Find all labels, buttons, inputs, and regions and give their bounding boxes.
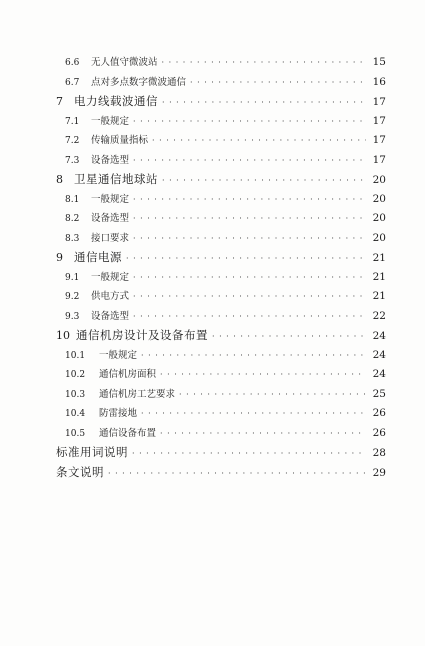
toc-chapter-9[interactable] — [56, 249, 386, 269]
dot-leader — [179, 390, 366, 399]
toc-title: 供电方式 — [91, 291, 130, 302]
dot-leader — [133, 156, 366, 165]
toc-number: 9 — [56, 251, 63, 264]
toc-title: 设备选型 — [91, 213, 130, 224]
toc-number: 10.5 — [65, 428, 86, 439]
toc-entry-standard-terms[interactable] — [56, 444, 386, 464]
toc-title: 通信机房工艺要求 — [99, 388, 176, 400]
toc-entry-6-7[interactable] — [56, 74, 386, 94]
toc-page-number: 17 — [372, 96, 386, 108]
dot-leader — [141, 409, 366, 418]
toc-entry-10-2[interactable] — [56, 366, 386, 386]
toc-page-number: 17 — [372, 134, 386, 146]
toc-page-number: 24 — [372, 368, 386, 380]
toc-page-number: 24 — [372, 330, 386, 342]
dot-leader — [126, 254, 366, 263]
toc-number: 7.1 — [65, 116, 80, 127]
toc-page-number: 16 — [372, 75, 386, 88]
dot-leader — [133, 312, 366, 321]
toc-number: 10.1 — [65, 350, 86, 361]
toc-entry-8-1[interactable] — [56, 191, 386, 211]
toc-number: 7.2 — [65, 136, 80, 146]
toc-chapter-10[interactable] — [56, 327, 386, 347]
toc-title: 电力线载波通信 — [74, 94, 158, 108]
toc-entry-9-2[interactable] — [56, 288, 386, 308]
dot-leader — [162, 58, 366, 67]
toc-number: 6.6 — [65, 58, 80, 68]
toc-entry-10-3[interactable] — [56, 386, 386, 406]
toc-title: 设备选型 — [91, 154, 130, 166]
toc-title: 通信设备布置 — [99, 427, 157, 439]
toc-number: 9.2 — [65, 292, 80, 302]
toc-title: 卫星通信地球站 — [74, 172, 158, 186]
toc-title: 点对多点数字微波通信 — [91, 76, 187, 88]
toc-entry-10-1[interactable] — [56, 347, 386, 367]
toc-page-number: 25 — [372, 387, 386, 400]
toc-number: 9.1 — [65, 272, 80, 283]
toc-title: 接口要求 — [91, 232, 130, 244]
dot-leader — [162, 176, 366, 185]
toc-title: 一般规定 — [91, 271, 130, 283]
toc-number: 7 — [56, 95, 63, 108]
toc-page-number: 21 — [372, 252, 386, 264]
toc-page-number: 20 — [372, 192, 386, 205]
toc-number: 7.3 — [65, 155, 80, 166]
dot-leader — [141, 351, 366, 360]
toc-entry-clause-explanation[interactable] — [56, 464, 386, 484]
toc-chapter-7[interactable] — [56, 93, 386, 113]
toc-title: 通信机房面积 — [99, 369, 157, 380]
toc-number: 6.7 — [65, 77, 80, 88]
dot-leader — [133, 273, 366, 282]
toc-title: 设备选型 — [91, 310, 130, 322]
dot-leader — [133, 214, 366, 223]
dot-leader — [162, 98, 366, 107]
toc-chapter-8[interactable] — [56, 171, 386, 191]
toc-title: 标准用词说明 — [56, 445, 128, 459]
toc-title: 通信机房设计及设备布置 — [76, 328, 208, 342]
toc-page-number: 20 — [372, 231, 386, 244]
toc-title: 一般规定 — [91, 193, 130, 205]
dot-leader — [133, 292, 366, 301]
toc-page-number: 26 — [372, 426, 386, 439]
toc-entry-8-3[interactable] — [56, 230, 386, 250]
toc-entry-9-3[interactable] — [56, 308, 386, 328]
toc-entry-8-2[interactable] — [56, 210, 386, 230]
toc-number: 8.1 — [65, 194, 80, 205]
toc-entry-10-5[interactable] — [56, 425, 386, 445]
dot-leader — [133, 195, 366, 204]
toc-number: 8.2 — [65, 214, 80, 224]
toc-number: 8.3 — [65, 233, 80, 244]
dot-leader — [133, 234, 366, 243]
toc-title: 通信电源 — [74, 250, 122, 264]
table-of-contents — [56, 54, 386, 483]
toc-page-number: 17 — [372, 153, 386, 166]
toc-title: 传输质量指标 — [91, 135, 149, 146]
toc-entry-10-4[interactable] — [56, 405, 386, 425]
toc-number: 10.3 — [65, 389, 86, 400]
toc-title: 防雷接地 — [99, 408, 138, 419]
toc-page-number: 28 — [372, 447, 386, 459]
dot-leader — [133, 117, 366, 126]
toc-title: 无人值守微波站 — [91, 57, 158, 68]
dot-leader — [190, 78, 366, 87]
toc-title: 条文说明 — [56, 464, 104, 479]
toc-entry-7-1[interactable] — [56, 113, 386, 133]
toc-number: 10.4 — [65, 409, 86, 419]
toc-page-number: 24 — [372, 348, 386, 361]
toc-page-number: 21 — [372, 290, 386, 302]
toc-entry-7-3[interactable] — [56, 152, 386, 172]
toc-page-number: 20 — [372, 212, 386, 224]
toc-page-number: 20 — [372, 174, 386, 186]
toc-title: 一般规定 — [99, 349, 138, 361]
toc-page-number: 21 — [372, 270, 386, 283]
dot-leader — [160, 429, 366, 438]
toc-page-number: 17 — [372, 114, 386, 127]
dot-leader — [212, 332, 366, 341]
toc-number: 10 — [56, 329, 70, 342]
toc-number: 9.3 — [65, 311, 80, 322]
toc-page-number: 22 — [372, 309, 386, 322]
dot-leader — [108, 469, 366, 478]
dot-leader — [132, 449, 366, 458]
dot-leader — [152, 136, 366, 145]
toc-page-number: 29 — [372, 466, 386, 479]
toc-entry-7-2[interactable] — [56, 132, 386, 152]
toc-number: 10.2 — [65, 370, 86, 380]
toc-page-number: 26 — [372, 407, 386, 419]
toc-title: 一般规定 — [91, 115, 130, 127]
toc-number: 8 — [56, 173, 63, 186]
toc-page-number: 15 — [372, 56, 386, 68]
toc-entry-6-6[interactable] — [56, 54, 386, 74]
toc-entry-9-1[interactable] — [56, 269, 386, 289]
dot-leader — [160, 370, 366, 379]
